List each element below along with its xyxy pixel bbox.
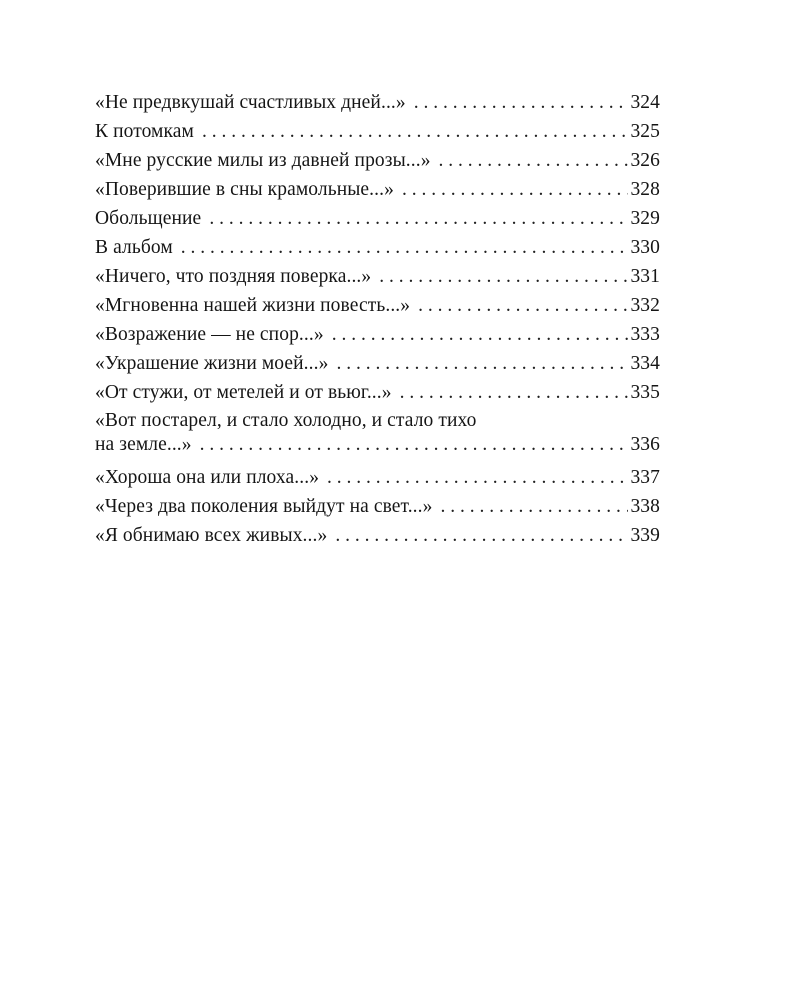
toc-entry [95,378,660,407]
toc-entry-page: 331 [630,266,660,287]
toc-entry-title: К потомкам [95,121,194,142]
dot-leader [202,117,628,146]
toc-entry-title: «Ничего, что поздняя поверка...» [95,266,372,287]
toc-entry-title: «Мгновенна нашей жизни повесть...» [95,295,411,316]
toc-entry [95,349,660,378]
toc-entry-page: 328 [630,179,660,200]
toc-entry-page: 335 [630,382,660,403]
toc-entry [95,262,660,291]
dot-leader [418,291,628,320]
toc-entry [95,291,660,320]
dot-leader [336,349,628,378]
toc-entry-page: 334 [630,353,660,374]
dot-leader [440,492,628,521]
dot-leader [414,88,629,117]
toc-entry [95,117,660,146]
toc-entry-page: 338 [630,496,660,517]
toc-entry [95,521,660,550]
toc-entry-page: 333 [630,324,660,345]
toc-entry-title: «От стужи, от метелей и от вьюг...» [95,382,392,403]
dot-leader [209,204,628,233]
toc-entry-title: «Поверившие в сны крамольные...» [95,179,394,200]
dot-leader [332,320,629,349]
toc-entry-page: 330 [630,237,660,258]
toc-entry [95,463,660,492]
dot-leader [181,233,629,262]
toc-entry-page: 339 [630,525,660,546]
toc-entry-title-line2: на земле...» [95,434,192,455]
table-of-contents [95,88,660,550]
toc-entry-title: «Через два поколения выйдут на свет...» [95,496,433,517]
toc-entry-title: Обольщение [95,208,202,229]
toc-entry [95,175,660,204]
toc-entry-page: 326 [630,150,660,171]
toc-entry-title: «Я обнимаю всех живых...» [95,525,328,546]
toc-entry-page: 324 [630,92,660,113]
toc-entry [95,88,660,117]
toc-entry-title: В альбом [95,237,173,258]
toc-entry-title-line1: «Вот постарел, и стало холодно, и стало тихо [95,410,477,431]
dot-leader [439,146,629,175]
toc-entry-multiline [95,407,660,459]
toc-entry [95,492,660,521]
toc-entry-second-line [95,433,660,457]
dot-leader [327,463,628,492]
dot-leader [402,175,628,204]
dot-leader [400,378,629,407]
toc-entry [95,320,660,349]
toc-entry-title: «Не предвкушай счастливых дней...» [95,92,406,113]
dot-leader [335,521,628,550]
toc-entry-title: «Хороша она или плоха...» [95,467,320,488]
dot-leader [200,433,629,457]
toc-entry-page: 336 [630,434,660,455]
toc-entry [95,204,660,233]
dot-leader [379,262,628,291]
toc-entry [95,146,660,175]
toc-entry-page: 329 [630,208,660,229]
toc-entry-title: «Мне русские милы из давней прозы...» [95,150,431,171]
toc-entry [95,233,660,262]
toc-entry-page: 337 [630,467,660,488]
toc-entry-title: «Украшение жизни моей...» [95,353,329,374]
toc-entry-page: 325 [630,121,660,142]
toc-entry-page: 332 [630,295,660,316]
toc-entry-title: «Возражение — не спор...» [95,324,324,345]
